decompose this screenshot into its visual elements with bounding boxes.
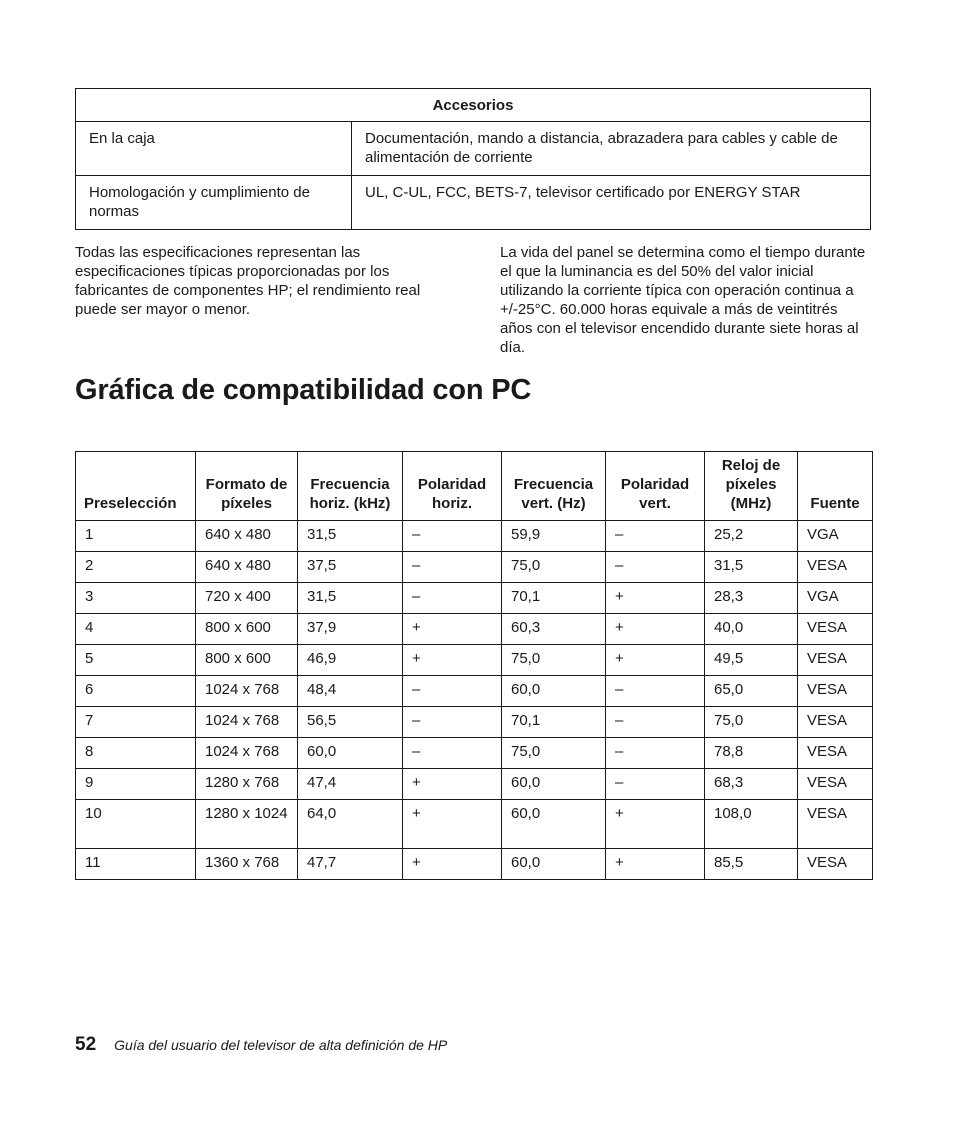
cell-preset: 6: [76, 676, 196, 707]
specifications-note: Todas las especificaciones representan las especificaciones típicas proporcionadas por los fabricantes de componentes HP; el rendimiento real puede ser mayor o menor.: [75, 244, 421, 318]
cell-source: VESA: [798, 769, 873, 800]
column-header-horiz-polarity: Polaridad horiz.: [403, 452, 502, 521]
row-label: Homologación y cumplimiento de normas: [76, 176, 352, 230]
cell-horiz-polarity: +: [403, 614, 502, 645]
column-header-pixel-clock: Reloj de píxeles (MHz): [705, 452, 798, 521]
cell-horiz-frequency: 37,5: [298, 552, 403, 583]
cell-source: VGA: [798, 583, 873, 614]
table-row: [76, 552, 873, 583]
column-header-pixel-format: Formato de píxeles: [196, 452, 298, 521]
cell-vert-frequency: 60,0: [502, 849, 606, 880]
cell-pixel-clock: 108,0: [705, 800, 798, 849]
column-header-preset: Preselección: [76, 452, 196, 521]
cell-vert-polarity: +: [606, 583, 705, 614]
cell-preset: 10: [76, 800, 196, 849]
cell-horiz-polarity: +: [403, 849, 502, 880]
cell-horiz-frequency: 31,5: [298, 583, 403, 614]
cell-vert-frequency: 60,0: [502, 676, 606, 707]
cell-source: VESA: [798, 707, 873, 738]
accessories-table: [75, 88, 871, 230]
cell-horiz-polarity: –: [403, 707, 502, 738]
cell-horiz-frequency: 60,0: [298, 738, 403, 769]
cell-preset: 3: [76, 583, 196, 614]
cell-pixel-format: 1280 x 768: [196, 769, 298, 800]
cell-horiz-frequency: 64,0: [298, 800, 403, 849]
cell-vert-polarity: –: [606, 707, 705, 738]
cell-horiz-polarity: +: [403, 645, 502, 676]
page-number: 52: [75, 1034, 97, 1055]
table-header-row: [76, 452, 873, 521]
accessories-table-header: Accesorios: [76, 89, 871, 122]
cell-source: VESA: [798, 614, 873, 645]
cell-pixel-clock: 31,5: [705, 552, 798, 583]
cell-horiz-frequency: 47,4: [298, 769, 403, 800]
table-row: [76, 122, 871, 176]
column-header-horiz-frequency: Frecuencia horiz. (kHz): [298, 452, 403, 521]
cell-vert-polarity: –: [606, 676, 705, 707]
cell-horiz-frequency: 47,7: [298, 849, 403, 880]
cell-horiz-frequency: 46,9: [298, 645, 403, 676]
cell-horiz-polarity: +: [403, 800, 502, 849]
cell-pixel-clock: 40,0: [705, 614, 798, 645]
cell-vert-frequency: 59,9: [502, 521, 606, 552]
row-label: En la caja: [76, 122, 352, 176]
cell-pixel-format: 640 x 480: [196, 521, 298, 552]
table-row: [76, 849, 873, 880]
cell-vert-frequency: 60,0: [502, 769, 606, 800]
cell-pixel-clock: 78,8: [705, 738, 798, 769]
cell-source: VESA: [798, 552, 873, 583]
cell-vert-polarity: –: [606, 769, 705, 800]
cell-vert-frequency: 60,3: [502, 614, 606, 645]
panel-life-note: La vida del panel se determina como el tiempo durante el que la luminancia es del 50% del valor inicial utilizando la corriente típica con operación continua a +/-25°C. 60.000 horas equivale a más de veintitrés años con el televisor encendido durante siete horas al día.: [500, 244, 866, 356]
cell-preset: 1: [76, 521, 196, 552]
cell-horiz-frequency: 56,5: [298, 707, 403, 738]
table-row: [76, 769, 873, 800]
cell-horiz-polarity: –: [403, 521, 502, 552]
cell-pixel-format: 720 x 400: [196, 583, 298, 614]
table-row: [76, 707, 873, 738]
table-row: [76, 738, 873, 769]
column-header-vert-frequency: Frecuencia vert. (Hz): [502, 452, 606, 521]
cell-horiz-frequency: 48,4: [298, 676, 403, 707]
cell-source: VESA: [798, 645, 873, 676]
column-header-source: Fuente: [798, 452, 873, 521]
cell-pixel-clock: 28,3: [705, 583, 798, 614]
cell-pixel-format: 640 x 480: [196, 552, 298, 583]
cell-pixel-format: 1024 x 768: [196, 738, 298, 769]
cell-pixel-clock: 25,2: [705, 521, 798, 552]
cell-source: VESA: [798, 849, 873, 880]
cell-pixel-format: 800 x 600: [196, 645, 298, 676]
cell-vert-frequency: 70,1: [502, 707, 606, 738]
cell-preset: 2: [76, 552, 196, 583]
page-footer: [75, 1034, 447, 1056]
table-row: [76, 614, 873, 645]
cell-horiz-polarity: –: [403, 676, 502, 707]
cell-preset: 4: [76, 614, 196, 645]
cell-preset: 5: [76, 645, 196, 676]
table-row: [76, 645, 873, 676]
cell-vert-frequency: 75,0: [502, 645, 606, 676]
row-value: Documentación, mando a distancia, abrazadera para cables y cable de alimentación de corriente: [352, 122, 871, 176]
cell-preset: 9: [76, 769, 196, 800]
table-row: [76, 800, 873, 849]
table-row: [76, 583, 873, 614]
pc-compatibility-table: [75, 451, 873, 880]
cell-source: VESA: [798, 738, 873, 769]
cell-vert-polarity: +: [606, 614, 705, 645]
cell-pixel-format: 1024 x 768: [196, 676, 298, 707]
row-value: UL, C-UL, FCC, BETS-7, televisor certificado por ENERGY STAR: [352, 176, 871, 230]
cell-source: VGA: [798, 521, 873, 552]
cell-pixel-clock: 49,5: [705, 645, 798, 676]
cell-vert-polarity: +: [606, 849, 705, 880]
cell-vert-polarity: –: [606, 738, 705, 769]
section-title: Gráfica de compatibilidad con PC: [75, 374, 532, 406]
cell-vert-frequency: 75,0: [502, 738, 606, 769]
cell-horiz-polarity: –: [403, 738, 502, 769]
cell-preset: 8: [76, 738, 196, 769]
cell-horiz-polarity: –: [403, 552, 502, 583]
cell-vert-polarity: +: [606, 800, 705, 849]
cell-vert-polarity: +: [606, 645, 705, 676]
column-header-vert-polarity: Polaridad vert.: [606, 452, 705, 521]
cell-pixel-clock: 85,5: [705, 849, 798, 880]
cell-pixel-format: 1024 x 768: [196, 707, 298, 738]
cell-vert-frequency: 70,1: [502, 583, 606, 614]
cell-vert-frequency: 75,0: [502, 552, 606, 583]
table-row: [76, 176, 871, 230]
table-row: [76, 521, 873, 552]
cell-vert-frequency: 60,0: [502, 800, 606, 849]
cell-source: VESA: [798, 676, 873, 707]
cell-pixel-format: 800 x 600: [196, 614, 298, 645]
cell-horiz-polarity: –: [403, 583, 502, 614]
cell-vert-polarity: –: [606, 521, 705, 552]
cell-pixel-format: 1280 x 1024: [196, 800, 298, 849]
cell-vert-polarity: –: [606, 552, 705, 583]
cell-horiz-polarity: +: [403, 769, 502, 800]
cell-preset: 11: [76, 849, 196, 880]
cell-pixel-clock: 65,0: [705, 676, 798, 707]
cell-pixel-clock: 75,0: [705, 707, 798, 738]
cell-pixel-clock: 68,3: [705, 769, 798, 800]
footer-title: Guía del usuario del televisor de alta definición de HP: [114, 1037, 448, 1053]
cell-horiz-frequency: 37,9: [298, 614, 403, 645]
cell-source: VESA: [798, 800, 873, 849]
cell-horiz-frequency: 31,5: [298, 521, 403, 552]
cell-pixel-format: 1360 x 768: [196, 849, 298, 880]
table-row: [76, 676, 873, 707]
cell-preset: 7: [76, 707, 196, 738]
